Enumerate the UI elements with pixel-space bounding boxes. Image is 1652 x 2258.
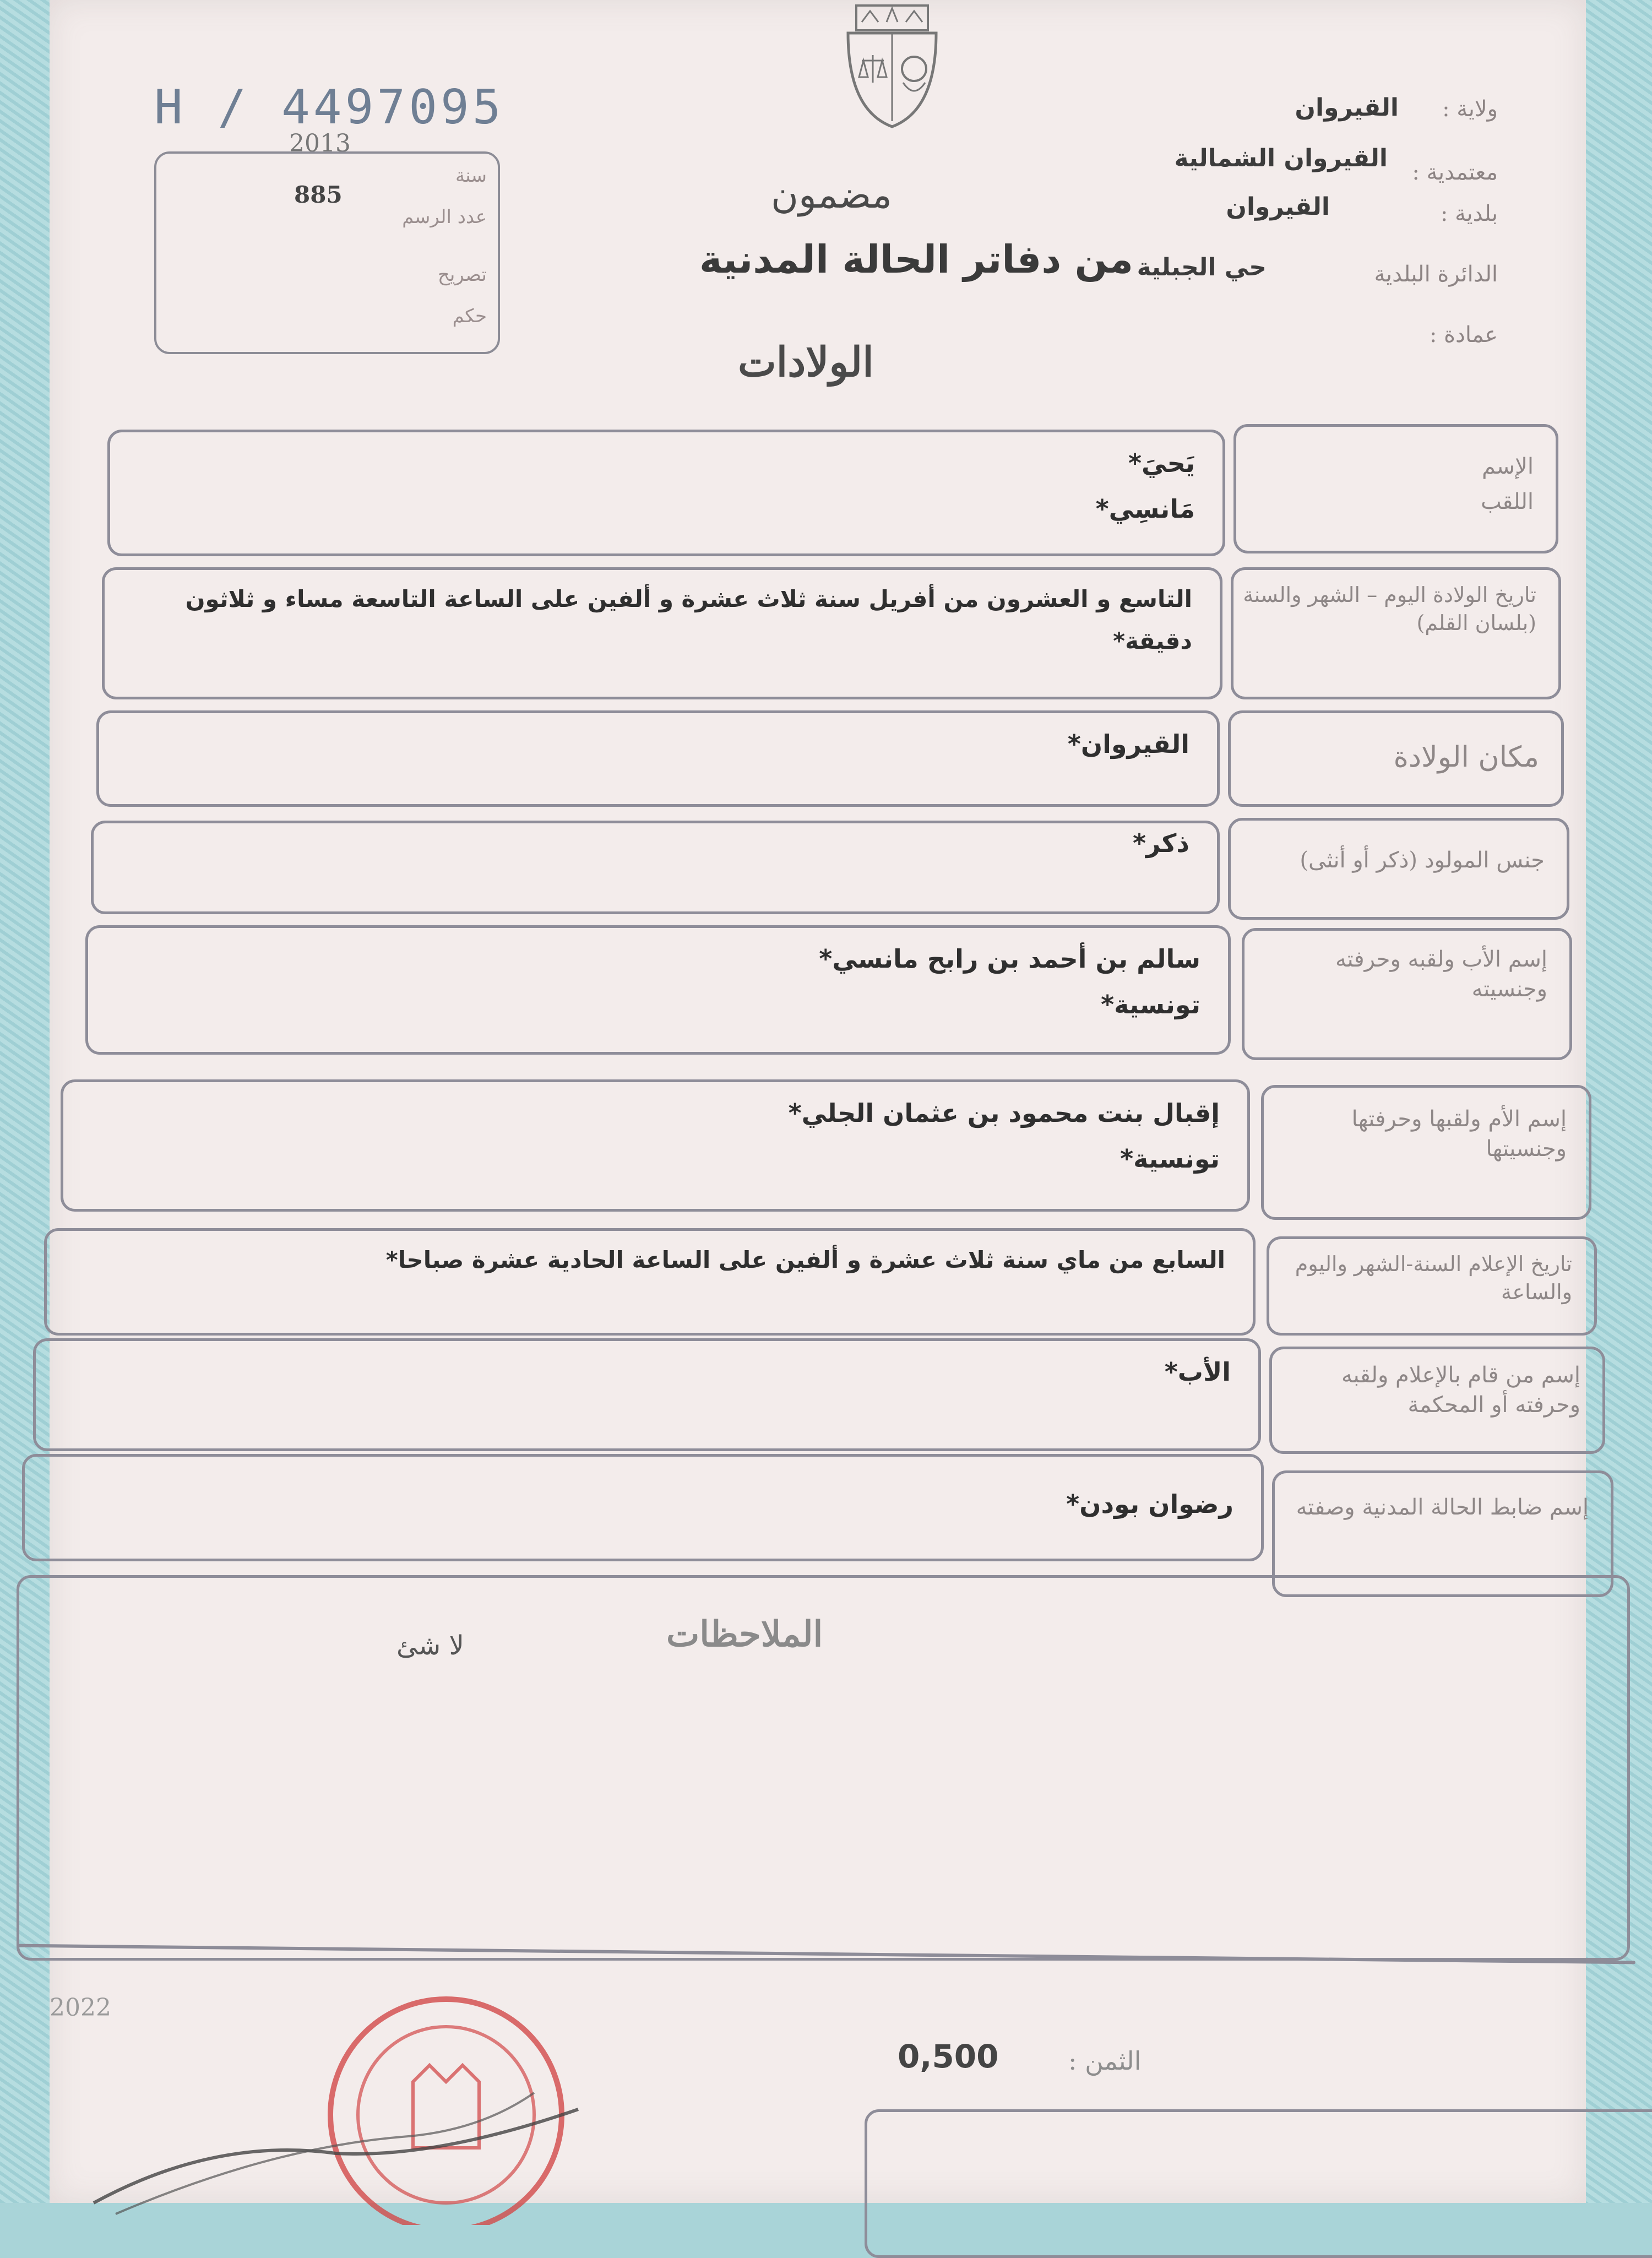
receipt-fee-count-label: عدد الرسم xyxy=(402,206,487,228)
name-label: الإسم xyxy=(1481,454,1534,479)
notes-value: لا شئ xyxy=(396,1630,464,1661)
birth-date-value: التاسع و العشرون من أفريل سنة ثلاث عشرة و ألفين على الساعة التاسعة مساء و ثلاثون دقيقة* xyxy=(185,585,1192,654)
birth-date-label: تاريخ الولادة اليوم – الشهر والسنة (بلسان القلم) xyxy=(1243,583,1536,636)
imada-label: عمادة : xyxy=(1429,322,1498,348)
receipt-box xyxy=(154,151,500,354)
district-label: الدائرة البلدية xyxy=(1374,262,1498,287)
title-civil-registers: من دفاتر الحالة المدنية xyxy=(699,237,1134,282)
municipality-label: بلدية : xyxy=(1440,201,1498,226)
father-name-value: سالم بن أحمد بن رابح مانسي* xyxy=(819,944,1200,974)
declarant-label: إسم من قام بالإعلام ولقبه وحرفته أو المحكمة xyxy=(1341,1363,1580,1418)
mother-values xyxy=(61,1079,1250,1212)
birth-place-value: القيروان* xyxy=(1067,729,1189,759)
tunisia-emblem-icon xyxy=(837,0,947,132)
sex-label: جنس المولود (ذكر أو أنثى) xyxy=(1300,848,1545,873)
official-stamp-icon xyxy=(50,1972,644,2225)
serial-number: H / 4497095 xyxy=(154,80,504,135)
mother-nationality-value: تونسية* xyxy=(1120,1143,1220,1174)
name-labels xyxy=(1233,424,1558,553)
mother-name-value: إقبال بنت محمود بن عثمان الجلي* xyxy=(788,1098,1220,1128)
birth-place-label: مكان الولادة xyxy=(1393,741,1539,774)
document-paper xyxy=(50,0,1589,2203)
sex-value: ذكر* xyxy=(1132,828,1189,858)
price-value: 0,500 xyxy=(898,2038,999,2075)
receipt-declaration-label: تصريح xyxy=(437,264,487,286)
father-label: إسم الأب ولقبه وحرفته وجنسيته xyxy=(1335,947,1547,1002)
receipt-fee-count-value: 885 xyxy=(294,181,343,208)
title-births: الولادات xyxy=(738,339,874,386)
district-value: حي الجبلية xyxy=(1137,253,1267,281)
notes-label: الملاحظات xyxy=(666,1614,823,1655)
price-label: الثمن : xyxy=(1068,2046,1142,2076)
notes-box xyxy=(17,1575,1630,1961)
officer-value: رضوان بودن* xyxy=(1066,1489,1233,1519)
title-content: مضمون xyxy=(771,173,892,217)
stamp-year: 2022 xyxy=(50,1994,111,2022)
declarant-value: الأب* xyxy=(1164,1357,1231,1387)
delegation-value: القيروان الشمالية xyxy=(1174,144,1388,172)
receipt-year-value: 2013 xyxy=(289,129,351,158)
mother-label: إسم الأم ولقبها وحرفتها وجنسيتها xyxy=(1351,1106,1567,1161)
bottom-box xyxy=(865,2109,1652,2258)
father-values xyxy=(85,925,1231,1055)
municipality-value: القيروان xyxy=(1226,193,1330,221)
surname-label: اللقب xyxy=(1480,489,1534,514)
governorate-label: ولاية : xyxy=(1442,96,1498,122)
receipt-year-label: سنة xyxy=(455,165,487,187)
father-nationality-value: تونسية* xyxy=(1101,989,1200,1019)
name-values xyxy=(107,430,1225,556)
first-name-value: يَحيَ* xyxy=(1128,448,1195,478)
delegation-label: معتمدية : xyxy=(1412,160,1498,185)
declaration-date-value: السابع من ماي سنة ثلاث عشرة و ألفين على الساعة الحادية عشرة صباحا* xyxy=(385,1246,1225,1273)
officer-label: إسم ضابط الحالة المدنية وصفته xyxy=(1296,1495,1589,1520)
last-name-value: مَانسِي* xyxy=(1095,493,1195,524)
receipt-judgment-label: حكم xyxy=(452,305,487,327)
declaration-date-label: تاريخ الإعلام السنة-الشهر واليوم والساعة xyxy=(1295,1252,1572,1305)
governorate-value: القيروان xyxy=(1295,94,1399,122)
